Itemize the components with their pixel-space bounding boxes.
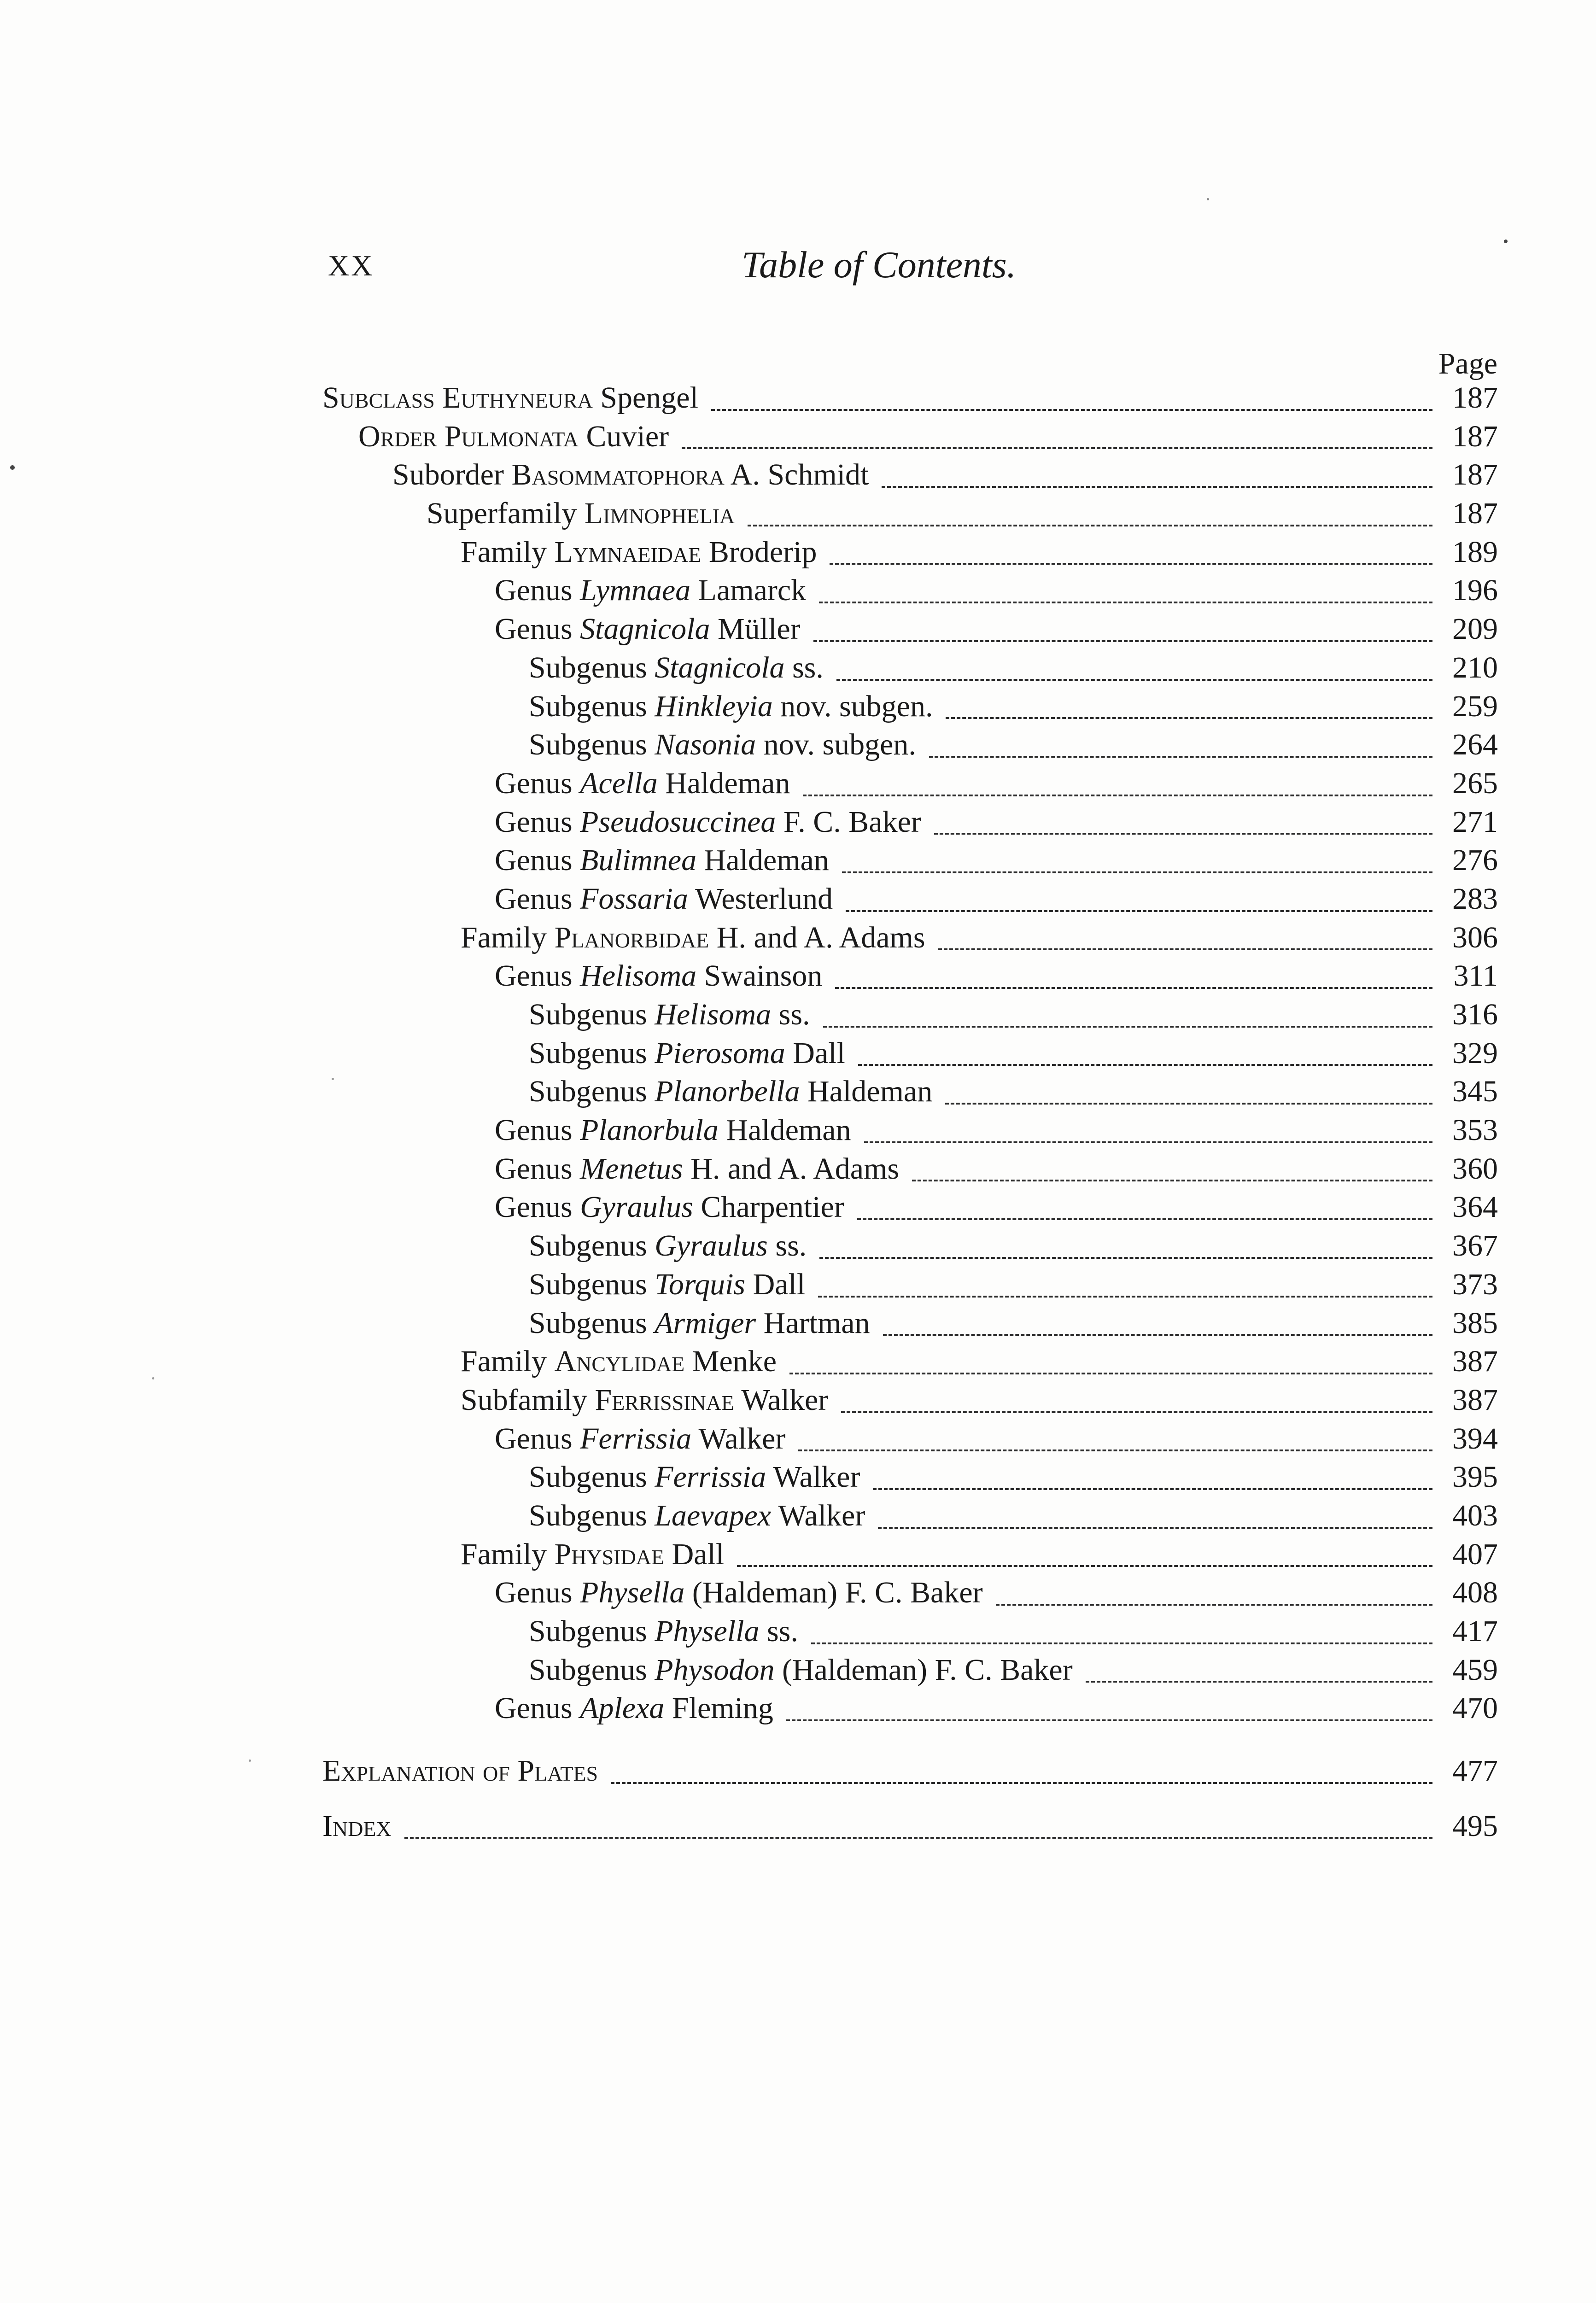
toc-entry [322,1535,1498,1574]
title-text: nov. subgen. [772,689,933,723]
title-text: Subgenus [529,1460,655,1494]
title-text: Genus [495,1113,580,1147]
title-text: Subgenus [529,1498,655,1532]
toc-page-number: 385 [1452,1306,1498,1340]
scan-speck [1504,240,1508,243]
toc-entry-title [529,995,823,1034]
title-text: Genus [495,1691,580,1725]
rank-name: Subclass Euthyneura [322,381,593,415]
toc-page-number: 265 [1452,766,1498,800]
title-text: Dall [785,1036,845,1070]
toc-entry [322,1188,1498,1227]
toc-entry-title [427,494,748,533]
toc-page-number: 407 [1452,1537,1498,1571]
toc-entry-title [529,1304,883,1343]
title-text: Subgenus [529,650,655,684]
taxon-name: Stagnicola [580,612,710,646]
toc-entry [322,1150,1498,1188]
toc-entry [322,494,1498,533]
title-text: Subgenus [529,689,655,723]
dot-leader [737,1565,1432,1567]
title-text: Spengel [592,381,698,415]
toc-page-number: 276 [1452,843,1498,877]
dot-leader [823,1026,1432,1028]
title-text: Subgenus [529,728,655,762]
toc-page-number: 209 [1452,612,1498,646]
taxon-name: Physella [655,1614,760,1648]
title-text: Genus [495,1190,580,1224]
title-text: Haldeman [718,1113,851,1147]
toc-entry-title [495,880,846,918]
rank-name: Index [322,1809,392,1843]
toc-entry [322,379,1498,417]
title-text: Family [461,1344,555,1379]
rank-name: Physidae [554,1537,665,1571]
title-text: Walker [771,1498,865,1532]
title-text: nov. subgen. [756,728,916,762]
toc-page-number: 329 [1452,1036,1498,1070]
toc-page-number: 394 [1452,1421,1498,1455]
toc-entry-title [495,1573,996,1612]
toc-page-number: 367 [1452,1229,1498,1263]
taxon-name: Physella [580,1576,685,1610]
taxon-name: Gyraulus [655,1229,768,1263]
toc-page-number: 311 [1453,959,1498,993]
title-text: Broderip [701,535,817,569]
toc-entry-title [529,1072,945,1111]
taxon-name: Physodon [655,1653,775,1687]
title-text: ss. [759,1614,798,1648]
dot-leader [842,871,1432,873]
scan-speck [152,1377,154,1379]
title-text: Charpentier [693,1190,844,1224]
toc-entry [322,1573,1498,1612]
toc-entry [322,1111,1498,1150]
toc-entry-title [495,1689,786,1728]
rank-name: Basommatophora [511,458,725,492]
toc-page-number: 408 [1452,1576,1498,1610]
taxon-name: Hinkleyia [655,689,773,723]
title-text: (Haldeman) F. C. Baker [774,1653,1073,1687]
toc-entry [322,610,1498,649]
title-text: Dall [745,1267,806,1301]
taxon-name: Stagnicola [655,650,785,684]
taxon-name: Lymnaea [580,573,691,608]
toc-page-number: 373 [1452,1267,1498,1301]
toc-entry-title [495,1150,912,1188]
taxon-name: Bulimnea [580,843,697,877]
toc-entry-title [495,1188,857,1227]
dot-leader [938,948,1432,950]
dot-leader [996,1604,1432,1606]
title-text: (Haldeman) F. C. Baker [684,1576,983,1610]
title-text: Genus [495,1421,580,1455]
taxon-name: Pierosoma [655,1036,785,1070]
dot-leader [798,1450,1432,1451]
toc-entry [322,803,1498,842]
title-text: Family [461,920,555,954]
title-text: Suborder [392,458,512,492]
toc-entry [322,1342,1498,1381]
toc-page-number: 345 [1452,1075,1498,1109]
toc-entry [322,1072,1498,1111]
dot-leader [813,640,1432,642]
taxon-name: Aplexa [580,1691,665,1725]
title-text: ss. [771,998,810,1031]
toc-entry [322,995,1498,1034]
dot-leader [841,1411,1432,1413]
toc-entry [322,1265,1498,1304]
title-text: Subgenus [529,1653,655,1687]
toc-entry [322,918,1498,957]
title-text: Subgenus [529,1075,655,1109]
title-text: Haldeman [657,766,790,800]
toc-entry-title [529,1265,818,1304]
toc-entry-title [322,1807,404,1846]
dot-leader [858,1064,1432,1066]
taxon-name: Acella [580,766,658,800]
toc-entry-title [495,571,819,610]
title-text: Subgenus [529,1614,655,1648]
toc-entry-title [529,1651,1086,1689]
toc-page-number: 283 [1452,882,1498,916]
title-text: Genus [495,766,580,800]
toc-entry [322,1496,1498,1535]
title-text: Fleming [664,1691,773,1725]
title-text: H. and A. Adams [709,920,925,954]
dot-leader [835,987,1432,989]
toc-page-number: 477 [1452,1754,1498,1788]
taxon-name: Pseudosuccinea [580,805,776,839]
dot-leader [811,1642,1432,1644]
dot-leader [803,795,1432,796]
dot-leader [934,833,1432,835]
toc-entry [322,417,1498,456]
dot-leader [929,756,1432,758]
title-text: Genus [495,959,580,993]
section-gap [322,1790,1498,1807]
scan-speck [332,1078,334,1080]
toc-entry-title [529,725,929,764]
title-text: Genus [495,882,580,916]
title-text: Walker [691,1421,786,1455]
dot-leader [912,1180,1432,1181]
page-folio: XX [328,249,374,282]
title-text: Swainson [696,959,823,993]
rank-name: Explanation of Plates [322,1754,598,1788]
title-text: Subfamily [461,1383,595,1417]
taxon-name: Laevapex [655,1498,772,1532]
taxon-name: Menetus [580,1152,683,1186]
toc-page-number: 495 [1452,1809,1498,1843]
toc-page-number: 306 [1452,920,1498,954]
title-text: H. and A. Adams [683,1152,900,1186]
taxon-name: Gyraulus [580,1190,693,1224]
toc-entry [322,571,1498,610]
toc-entry-title [495,610,813,649]
title-text: Menke [684,1344,777,1379]
toc-entry-title [461,1342,789,1381]
title-text: F. C. Baker [776,805,921,839]
taxon-name: Planorbella [655,1075,800,1109]
title-text: A. Schmidt [724,458,869,492]
toc-entry [322,1034,1498,1073]
dot-leader [878,1527,1432,1529]
title-text: Subgenus [529,1036,655,1070]
dot-leader [711,409,1432,411]
toc-page-number: 187 [1452,381,1498,415]
taxon-name: Fossaria [580,882,688,916]
title-text: Haldeman [696,843,829,877]
toc-page-number: 470 [1452,1691,1498,1725]
title-text: Genus [495,1152,580,1186]
title-text: Cuvier [578,419,669,453]
title-text: Genus [495,1576,580,1610]
rank-name: Ancylidae [554,1344,685,1379]
toc-entry-title [461,1381,841,1420]
dot-leader [789,1373,1432,1374]
toc-entry [322,880,1498,918]
dot-leader [846,910,1432,912]
title-text: Subgenus [529,1267,655,1301]
toc-entry [322,649,1498,687]
title-text: ss. [784,650,824,684]
toc-entry-title [529,1458,873,1496]
toc-entry [322,1689,1498,1728]
toc-page-number: 187 [1452,497,1498,531]
toc-page-number: 364 [1452,1190,1498,1224]
table-of-contents [322,379,1498,1845]
toc-entry [322,1651,1498,1689]
toc-page-number: 187 [1452,458,1498,492]
toc-entry-title [529,1612,811,1651]
title-text: Genus [495,843,580,877]
title-text: Genus [495,805,580,839]
toc-entry [322,456,1498,494]
title-text: Dall [664,1537,725,1571]
taxon-name: Planorbula [580,1113,719,1147]
taxon-name: Torquis [655,1267,746,1301]
toc-entry-title [358,417,682,456]
title-text: Family [461,1537,555,1571]
title-text: Lamarck [690,573,807,608]
toc-page-number: 403 [1452,1498,1498,1532]
toc-entry [322,1304,1498,1343]
toc-page-number: 187 [1452,419,1498,453]
toc-entry [322,841,1498,880]
dot-leader [883,1334,1432,1336]
toc-entry-title [322,379,711,417]
title-text: Subgenus [529,1229,655,1263]
rank-name: Ferrissinae [595,1383,735,1417]
dot-leader [819,1257,1432,1259]
running-title: Table of Contents. [742,244,1017,286]
dot-leader [818,1296,1432,1298]
toc-entry-title [529,1496,878,1535]
taxon-name: Ferrissia [580,1421,692,1455]
toc-entry-title [461,1535,737,1574]
taxon-name: Helisoma [655,998,772,1031]
dot-leader [864,1141,1432,1143]
toc-page-number: 387 [1452,1383,1498,1417]
toc-page-number: 459 [1452,1653,1498,1687]
taxon-name: Armiger [655,1306,756,1340]
toc-entry-title [461,533,830,572]
toc-entry [322,764,1498,803]
dot-leader [611,1782,1432,1784]
title-text: Westerlund [688,882,833,916]
dot-leader [786,1719,1432,1721]
toc-page-number: 189 [1452,535,1498,569]
dot-leader [1086,1681,1432,1683]
toc-entry-title [495,957,835,995]
title-text: Subgenus [529,1306,655,1340]
title-text: ss. [767,1229,807,1263]
title-text: Family [461,535,555,569]
scan-speck [1207,198,1209,200]
dot-leader [945,1103,1432,1105]
toc-page-number: 360 [1452,1152,1498,1186]
rank-name: Order Pulmonata [358,419,579,453]
title-text: Genus [495,573,580,608]
title-text: Haldeman [800,1075,933,1109]
dot-leader [857,1218,1432,1220]
toc-entry-title [495,841,842,880]
toc-page-number: 259 [1452,689,1498,723]
dot-leader [819,602,1432,603]
toc-entry [322,1227,1498,1265]
toc-page-number: 417 [1452,1614,1498,1648]
toc-page-number: 264 [1452,728,1498,762]
dot-leader [830,563,1432,565]
toc-entry-title [461,918,938,957]
dot-leader [682,447,1432,449]
dot-leader [882,486,1432,488]
title-text: Subgenus [529,998,655,1031]
toc-entry [322,725,1498,764]
toc-entry [322,1420,1498,1458]
back-matter-entry [322,1752,1498,1790]
toc-page-number: 210 [1452,650,1498,684]
toc-entry [322,957,1498,995]
toc-entry [322,1612,1498,1651]
toc-page-number: 395 [1452,1460,1498,1494]
toc-entry-title [322,1752,611,1790]
toc-page-number: 196 [1452,573,1498,608]
toc-entry [322,533,1498,572]
toc-page-number: 271 [1452,805,1498,839]
toc-entry [322,1381,1498,1420]
title-text: Hartman [756,1306,870,1340]
toc-page-number: 353 [1452,1113,1498,1147]
title-text: Superfamily [427,497,585,531]
toc-entry-title [495,764,803,803]
toc-entry-title [495,1420,798,1458]
rank-name: Planorbidae [554,920,709,954]
title-text: Müller [710,612,801,646]
back-matter-entry [322,1807,1498,1846]
taxon-name: Nasonia [655,728,756,762]
toc-entry-title [392,456,882,494]
dot-leader [836,679,1432,681]
dot-leader [748,525,1432,526]
rank-name: Limnophelia [584,497,735,531]
title-text: Walker [734,1383,829,1417]
title-text: Genus [495,612,580,646]
section-gap [322,1728,1498,1752]
toc-entry-title [529,1034,858,1073]
toc-entry-title [529,1227,819,1265]
rank-name: Lymnaeidae [554,535,702,569]
toc-entry-title [495,1111,864,1150]
scan-speck [249,1759,251,1762]
scan-speck [10,465,15,470]
dot-leader [404,1837,1432,1839]
toc-entry-title [529,649,836,687]
dot-leader [946,717,1432,719]
toc-page-number: 316 [1452,998,1498,1031]
toc-entry [322,1458,1498,1496]
taxon-name: Helisoma [580,959,697,993]
page-column-label: Page [1438,347,1497,380]
title-text: Walker [766,1460,860,1494]
toc-entry-title [495,803,934,842]
toc-entry-title [529,687,946,726]
dot-leader [873,1488,1432,1490]
taxon-name: Ferrissia [655,1460,766,1494]
toc-page-number: 387 [1452,1344,1498,1379]
toc-entry [322,687,1498,726]
